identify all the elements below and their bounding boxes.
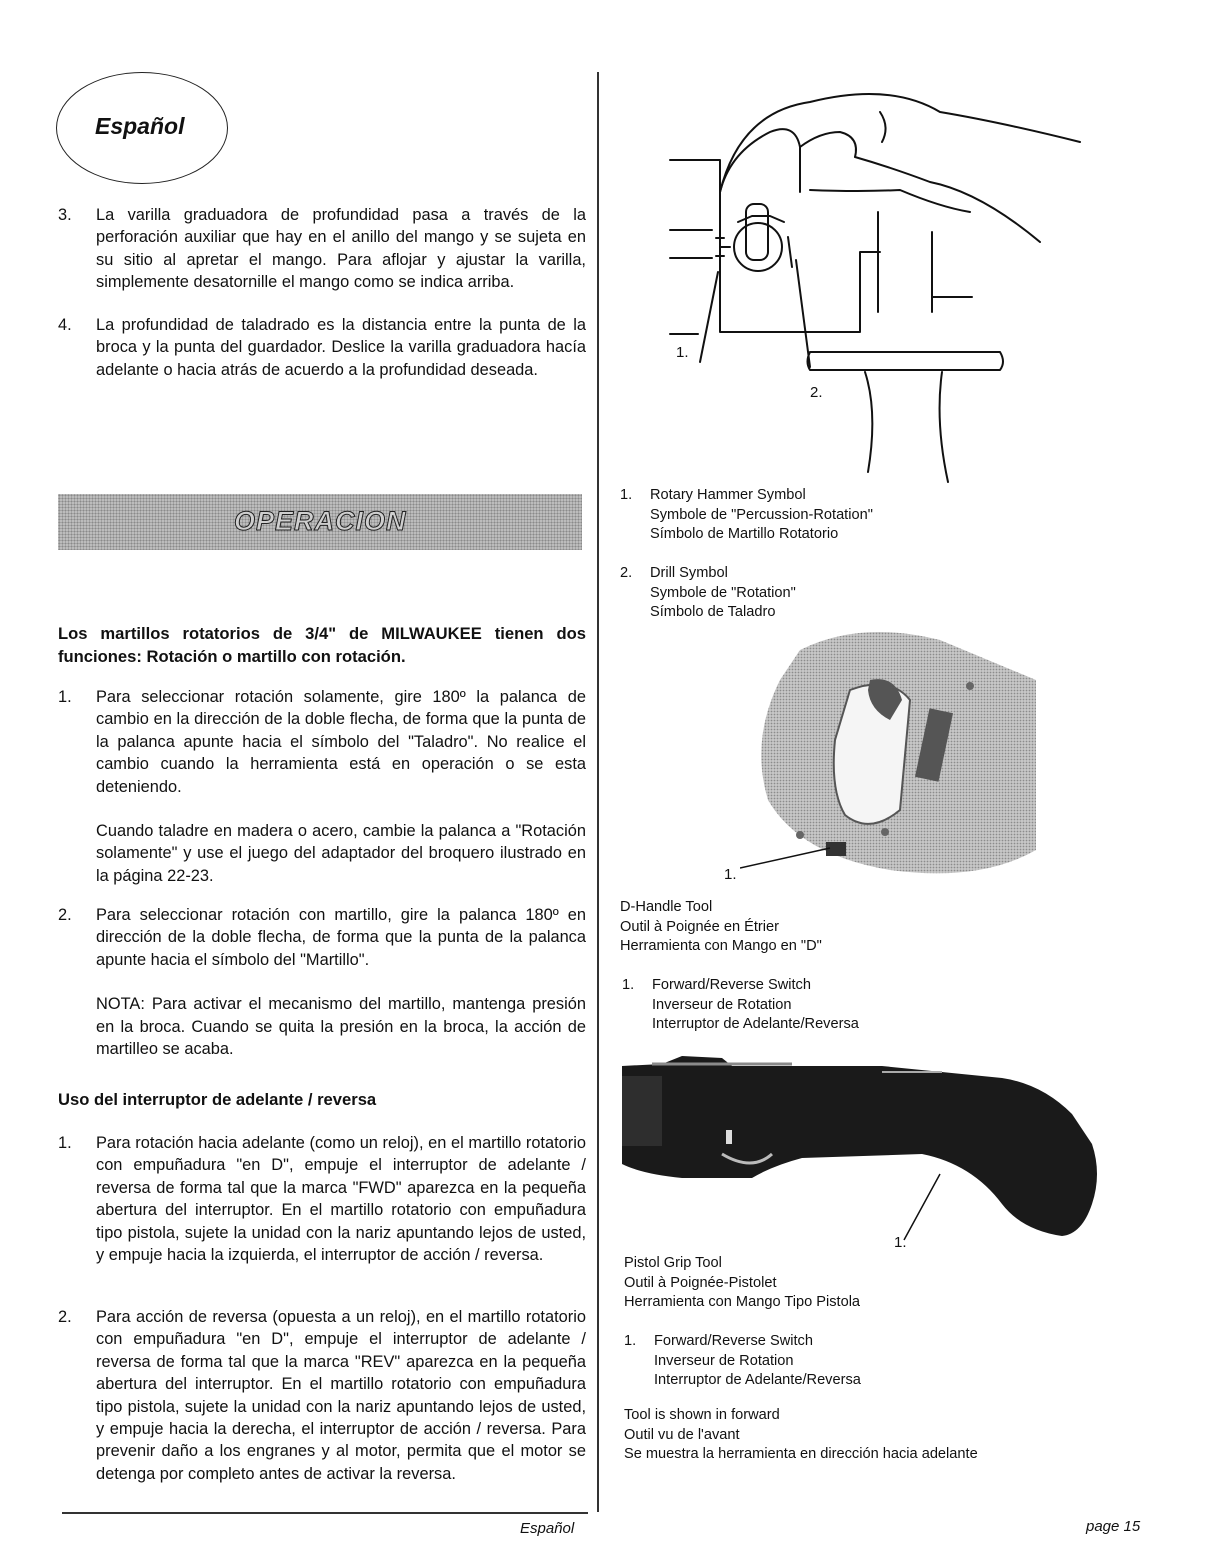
list-item: 3. La varilla graduadora de profundidad pasa a través de la perforación auxiliar que hay en el anillo del mango y se sujeta en su sitio al apretar el mango. Para aflojar y ajustar la varilla, simplemente desatornille el mango como se indica arriba. <box>58 204 586 294</box>
list-item-text: Para acción de reversa (opuesta a un reloj), en el martillo rotatorio con empuñadura "en D", empuje el interruptor de adelante / reversa de forma tal que la marca "REV" aparezca en la pequeña abertura del interruptor. En el martillo rotatorio con empuñadura tipo pistola, sujete la unidad con la nariz apuntando lejos de usted, y empuje hacia la derecha, el interruptor de acción / reversa. Para prevenir daño a los engranes y al motor, permita que el motor se detenga por completo antes de activar la reversa. <box>96 1308 586 1483</box>
footer-language: Español <box>520 1520 575 1537</box>
list-item: 2. Para seleccionar rotación con martillo, gire la palanca 180º en dirección de la doble flecha, de forma que la punta de la palanca apunte hacia el símbolo del "Martillo". NOTA: Para activar el mecanismo del martillo, mantenga presión en la broca. Cuando se quita la presión en la broca, la acción de martilleo se acaba. <box>58 904 586 1060</box>
d-handle-tool-photo <box>724 620 1040 883</box>
figure-caption: 1. Forward/Reverse Switch Inverseur de Rotation Interruptor de Adelante/Reversa <box>624 1333 861 1388</box>
list-item: 2. Para acción de reversa (opuesta a un reloj), en el martillo rotatorio con empuñadura "en D", empuje el interruptor de adelante / reversa de forma tal que la marca "REV" aparezca en la pequeña abertura del interruptor. En el martillo rotatorio con empuñadura tipo pistola, sujete la unidad con la nariz apuntando lejos de usted, y empuje hacia la derecha, el interruptor de acción / reversa. Para prevenir daño a los engranes y al motor, permita que el motor se detenga por completo antes de activar la reversa. <box>58 1306 586 1485</box>
section-banner <box>58 494 582 550</box>
figure-caption: 1. Forward/Reverse Switch Inverseur de Rotation Interruptor de Adelante/Reversa <box>622 977 859 1032</box>
footer-rule <box>62 1512 588 1514</box>
pistol-grip-tool-photo <box>622 1054 1122 1254</box>
list-item: 1. Para rotación hacia adelante (como un reloj), en el martillo rotatorio con empuñadura "en D", empuje el interruptor de adelante / reversa de forma tal que la marca "FWD" aparezca en la pequeña abertura del interruptor. En el martillo rotatorio con empuñadura tipo pistola, sujete la unidad con la nariz apuntando lejos de usted, y empuje hacia la izquierda, el interruptor de acción / reversa. <box>58 1132 586 1266</box>
list-item-text: La profundidad de taladrado es la distancia entre la punta de la broca y la punta del guardador. Deslice la varilla graduadora hacía adelante o hacia atrás de acuerdo a la profundidad deseada. <box>96 316 586 379</box>
language-badge-label: Español <box>95 113 185 139</box>
list-item-text: La varilla graduadora de profundidad pasa a través de la perforación auxiliar que hay en el anillo del mango y se sujeta en su sitio al apretar el mango. Para aflojar y ajustar la varilla, simplemente desatornille el mango como se indica arriba. <box>96 206 586 292</box>
paragraph: Cuando taladre en madera o acero, cambie la palanca a "Rotación solamente" y use el juego del adaptador del broquero ilustrado en la página 22-23. <box>96 822 586 885</box>
section-banner-title: OPERACION <box>234 506 407 536</box>
figure-title: Pistol Grip Tool Outil à Poignée-Pistolet Herramienta con Mango Tipo Pistola <box>624 1255 861 1310</box>
paragraph: NOTA: Para activar el mecanismo del martillo, mantenga presión en la broca. Cuando se quita la presión en la broca, la acción de martilleo se acaba. <box>96 995 586 1059</box>
orientation-note: Tool is shown in forward Outil vu de l'avant Se muestra la herramienta en dirección hacia adelante <box>624 1407 978 1462</box>
figure-callout: 1. <box>676 344 689 361</box>
figure-callout: 1. <box>724 866 737 883</box>
list-item-text: Para rotación hacia adelante (como un reloj), en el martillo rotatorio con empuñadura "en D", empuje el interruptor de adelante / reversa de forma tal que la marca "FWD" aparezca en la pequeña abertura del interruptor. En el martillo rotatorio con empuñadura tipo pistola, sujete la unidad con la nariz apuntando lejos de usted, y empuje hacia la izquierda, el interruptor de acción / reversa. <box>96 1134 586 1265</box>
column-divider <box>597 72 599 1512</box>
list-item: 1. Para seleccionar rotación solamente, gire 180º la palanca de cambio en la dirección de la doble flecha, de forma que la punta de la palanca apunte hacia el símbolo del "Taladro". No realice el cambio cuando la herramienta está en operación o se esta deteniendo. Cuando taladre en madera o acero, cambie la palanca a "Rotación solamente" y use el juego del adaptador del broquero ilustrado en la página 22-23. <box>58 686 586 887</box>
list-item: 4. La profundidad de taladrado es la distancia entre la punta de la broca y la punta del guardador. Deslice la varilla graduadora hacía adelante o hacia atrás de acuerdo a la profundidad deseada. <box>58 314 586 381</box>
figure-callout: 2. <box>810 384 823 401</box>
paragraph: Para seleccionar rotación solamente, gire 180º la palanca de cambio en la dirección de la doble flecha, de forma que la punta de la palanca apunte hacia el símbolo del "Taladro". No realice el cambio cuando la herramienta está en operación o se esta deteniendo. <box>96 688 586 796</box>
subheading: Uso del interruptor de adelante / reversa <box>58 1090 377 1109</box>
intro-heading: Los martillos rotatorios de 3/4" de MILWAUKEE tienen dos funciones: Rotación o martillo con rotación. <box>58 624 586 666</box>
page-number: page 15 <box>1086 1518 1141 1535</box>
selector-lever-illustration <box>660 72 1090 492</box>
paragraph: Para seleccionar rotación con martillo, gire la palanca 180º en dirección de la doble flecha, de forma que la punta de la palanca apunte hacia el símbolo del "Martillo". <box>96 906 586 969</box>
figure-callout: 1. <box>894 1234 907 1251</box>
language-badge <box>56 72 228 184</box>
figure-title: D-Handle Tool Outil à Poignée en Étrier Herramienta con Mango en "D" <box>620 899 822 954</box>
figure-caption: 2. Drill Symbol Symbole de "Rotation" Símbolo de Taladro <box>620 565 796 620</box>
figure-caption: 1. Rotary Hammer Symbol Symbole de "Percussion-Rotation" Símbolo de Martillo Rotatorio <box>620 487 873 542</box>
